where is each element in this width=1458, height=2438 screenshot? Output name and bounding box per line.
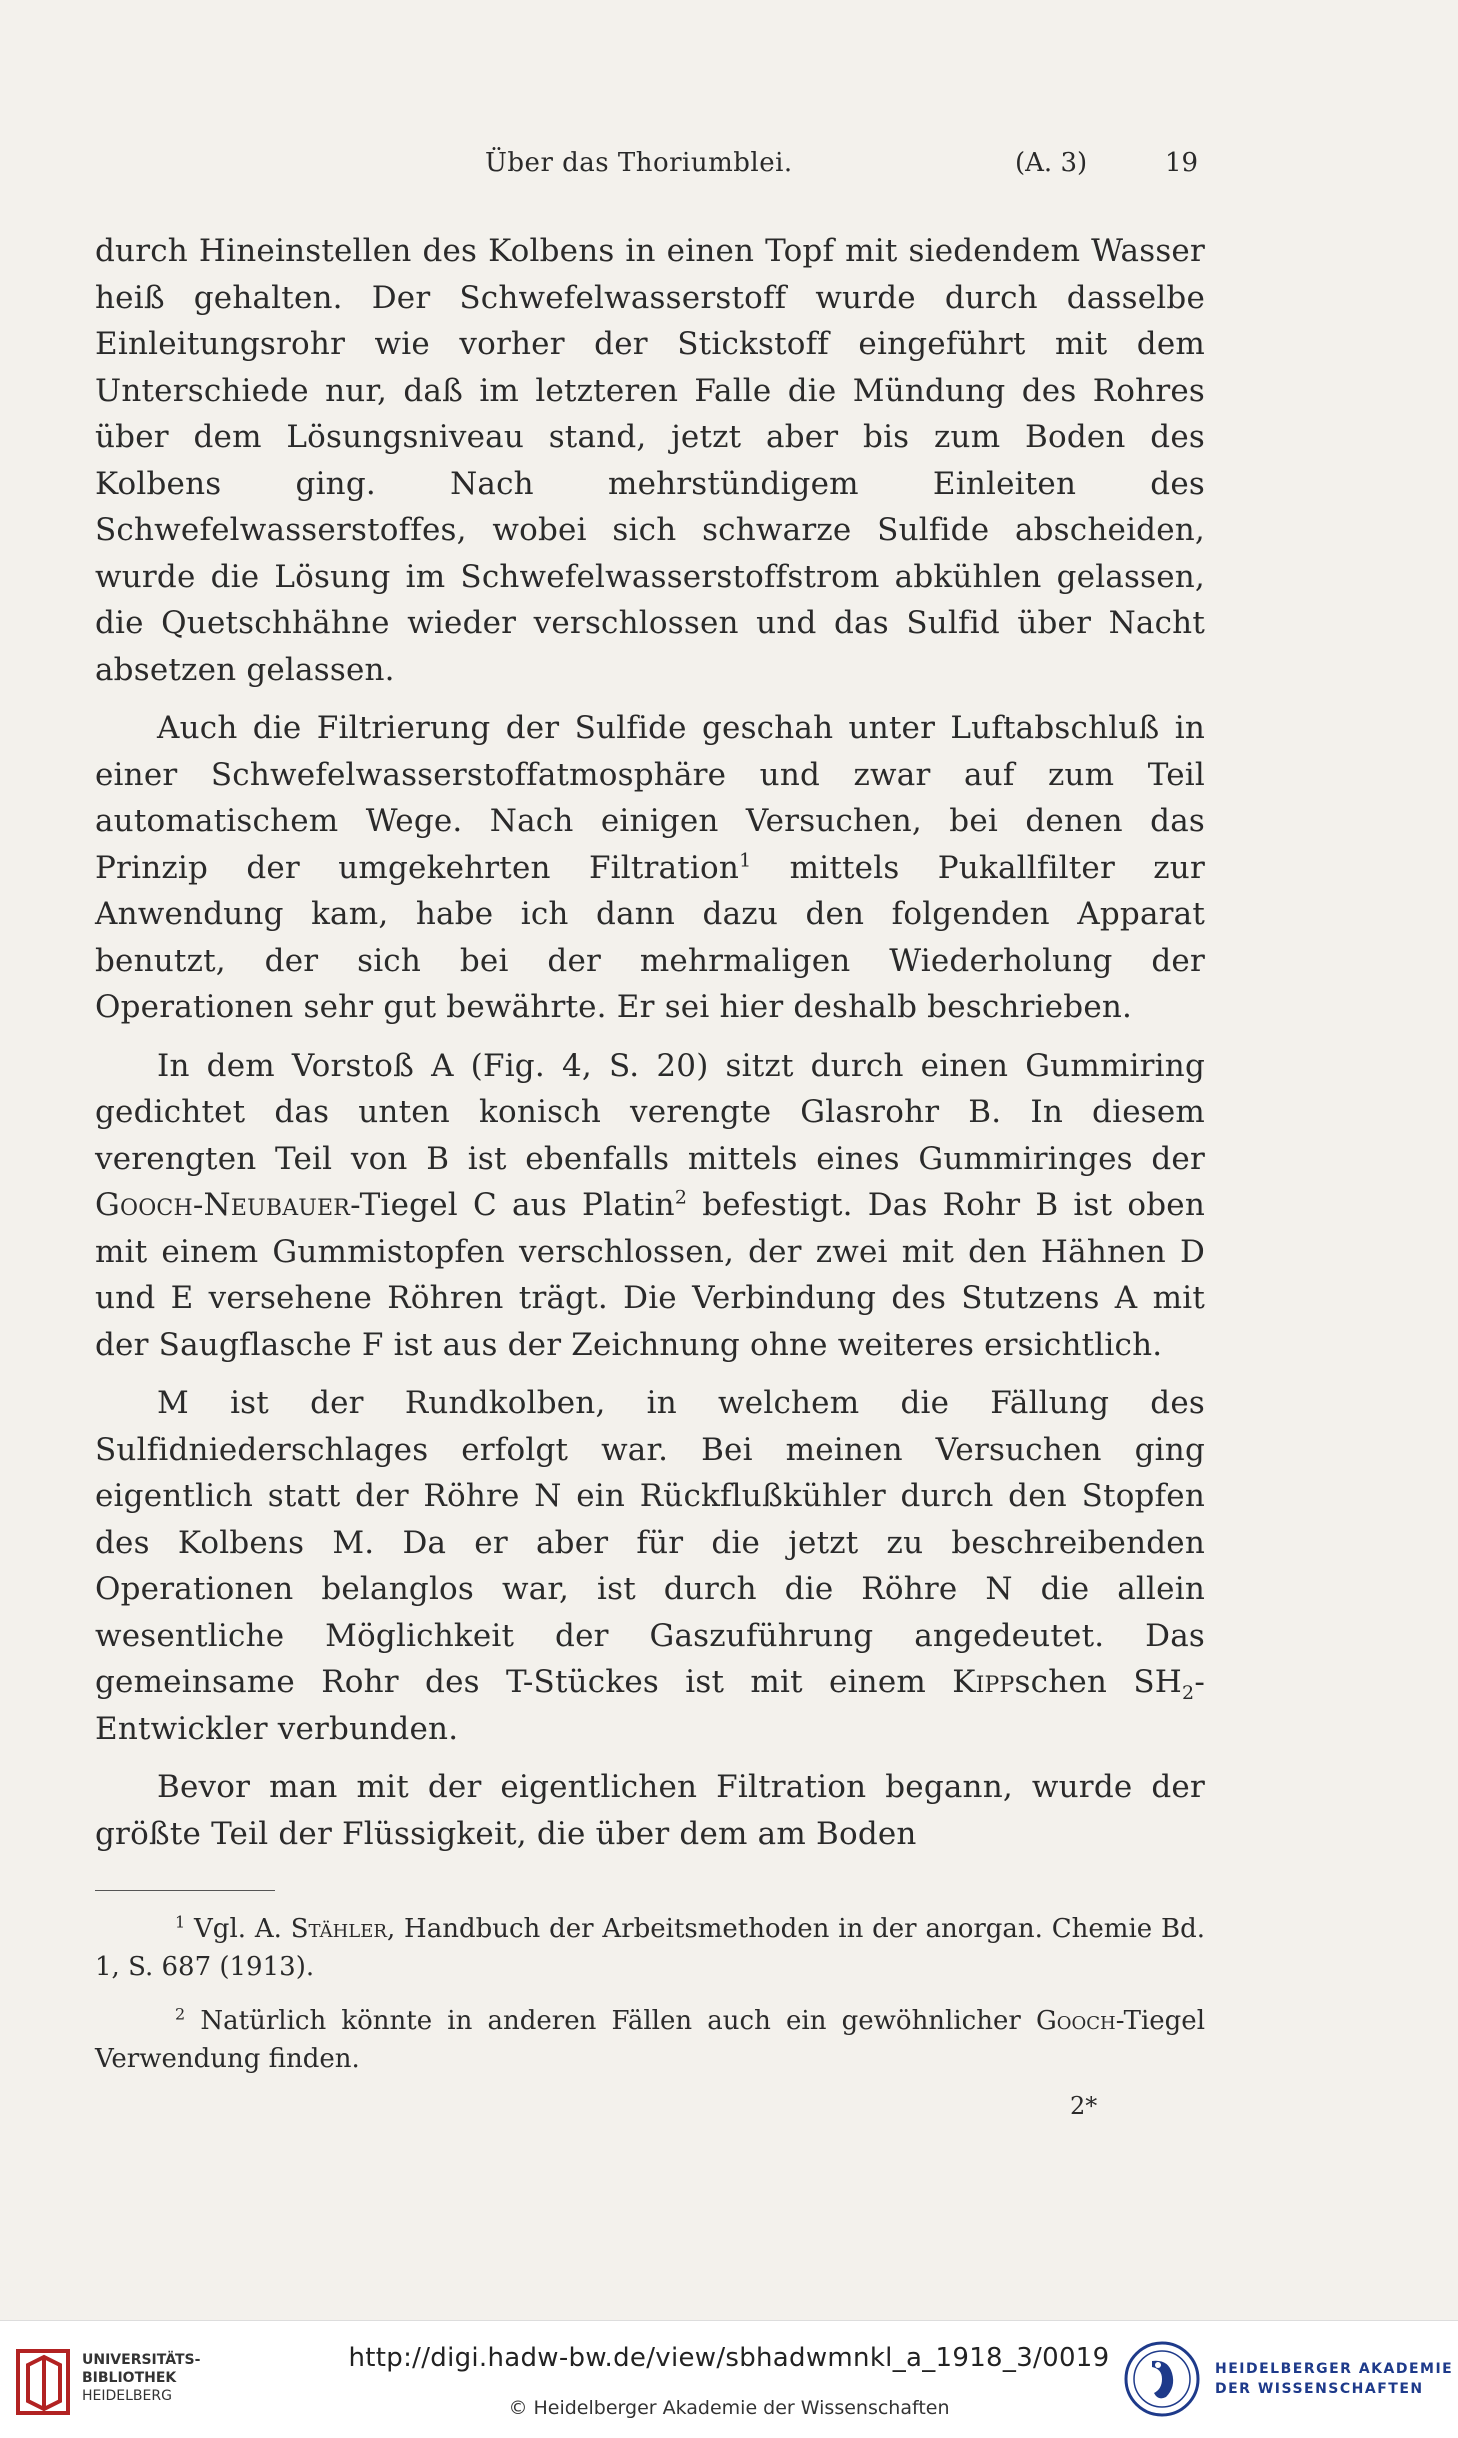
university-library-label: UNIVERSITÄTS- BIBLIOTHEK HEIDELBERG [82,2352,201,2404]
footnote-ref-1: 1 [739,849,752,872]
paragraph-4: M ist der Rundkolben, in welchem die Fällung des Sulfidniederschlages erfolgt war. Bei meinen Versuchen ging eigentlich statt der Röhre N ein Rückflußkühler durch den Stopfen des Kolbens M. Da er aber für die jetzt zu beschreibenden Operationen belanglos war, ist durch die Röhre N die allein wesentliche Möglichkeit der Gaszuführung angedeutet. Das gemeinsame Rohr des T-Stückes ist mit einem Kippschen $SH_2$-Entwickler verbunden. [95,1385,1205,1747]
paragraph-2: Auch die Filtrierung der Sulfide geschah unter Luftabschluß in einer Schwefelwasserstoffatmosphäre und zwar auf zum Teil automatischem Wege. Nach einigen Versuchen, bei denen das Prinzip der umgekehrten Filtration$^1$ mittels Pukallfilter zur Anwendung kam, habe ich dann dazu den folgenden Apparat benutzt, der sich bei der mehrmaligen Wiederholung der Operationen sehr gut bewährte. Er sei hier deshalb beschrieben. [95,710,1205,1025]
running-header [95,148,1205,188]
section-reference: (A. 3) [1015,148,1088,178]
academy-seal-icon[interactable] [1122,2339,1202,2419]
footnote-1: $^1$ Vgl. A. Stähler, Handbuch der Arbeitsmethoden in der anorgan. Chemie Bd. 1, S. 687 (1913). [95,1912,1205,1982]
footnote-2: $^2$ Natürlich könnte in anderen Fällen auch ein gewöhnlicher Gooch-Tiegel Verwendung finden. [95,2004,1206,2074]
author-name: Kipp [952,1664,1015,1700]
permalink-url[interactable]: http://digi.hadw-bw.de/view/sbhadwmnkl_a_1918_3/0019 [348,2343,1110,2373]
paragraph-5: Bevor man mit der eigentlichen Filtration begann, wurde der größte Teil der Flüssigkeit, die über dem am Boden [95,1769,1205,1852]
paragraph-3: In dem Vorstoß A (Fig. 4, S. 20) sitzt durch einen Gummiring gedichtet das unten konisch verengte Glasrohr B. In diesem verengten Teil von B ist ebenfalls mittels eines Gummiringes der Gooch-Neubauer-Tiegel C aus Platin$^2$ befestigt. Das Rohr B ist oben mit einem Gummistopfen verschlossen, der zwei mit den Hähnen D und E versehene Röhren trägt. Die Verbindung des Stutzens A mit der Saugflasche F ist aus der Zeichnung ohne weiteres ersichtlich. [95,1047,1206,1363]
footnote-ref-2: 2 [674,1186,688,1209]
paragraph-1: durch Hineinstellen des Kolbens in einen Topf mit siedendem Wasser heiß gehalten. Der Schwefelwasserstoff wurde durch dasselbe Einleitungsrohr wie vorher der Stickstoff eingeführt mit dem Unterschiede nur, daß im letzteren Falle die Mündung des Rohres über dem Lösungsniveau stand, jetzt aber bis zum Boden des Kolbens ging. Nach mehrstündigem Einleiten des Schwefelwasserstoffes, wobei sich schwarze Sulfide abscheiden, wurde die Lösung im Schwefelwasserstoffstrom abkühlen gelassen, die Quetschhähne wieder verschlossen und das Sulfid über Nacht absetzen gelassen. [95,233,1205,688]
academy-label: HEIDELBERGER AKADEMIE DER WISSENSCHAFTEN [1215,2361,1454,2397]
footnote-divider [95,1890,275,1891]
running-title: Über das Thoriumblei. [485,148,793,178]
body-text [95,228,1205,1869]
signature-mark: 2* [1070,2092,1098,2120]
viewer-footer [0,2320,1458,2438]
author-name: Gooch-Neubauer [95,1187,351,1223]
page-number: 19 [1165,148,1199,178]
copyright-notice: © Heidelberger Akademie der Wissenschaften [508,2397,950,2419]
footnotes [95,1910,1205,2094]
